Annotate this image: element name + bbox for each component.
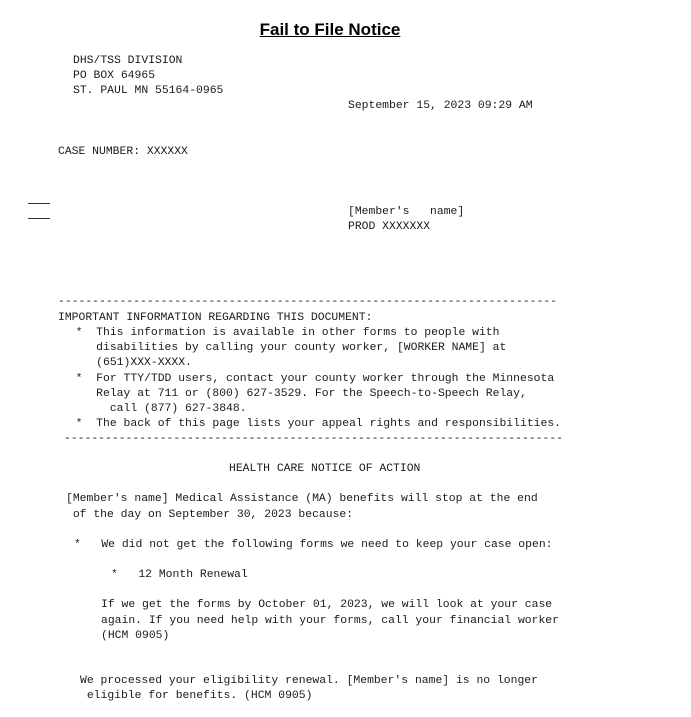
deadline-line-3: (HCM 0905) [101,630,170,642]
bullet-1-line-3: (651)XXX-XXXX. [62,357,192,369]
deadline-line-2: again. If you need help with your forms, call your financial worker [101,615,559,627]
missing-form-item: * 12 Month Renewal [111,569,248,581]
important-heading: IMPORTANT INFORMATION REGARDING THIS DOCUMENT: [58,312,373,324]
reason-line: * We did not get the following forms we need to keep your case open: [74,539,553,551]
bullet-2-line-1: * For TTY/TDD users, contact your county worker through the Minnesota [62,373,555,385]
bullet-1-line-2: disabilities by calling your county worker, [WORKER NAME] at [62,342,507,354]
bullet-2-line-3: call (877) 627-3848. [62,403,247,415]
sender-line-3: ST. PAUL MN 55164-0965 [73,85,224,97]
bottom-divider: ------------------------------------------------------------------------- [64,433,563,445]
notice-title: Fail to File Notice [259,20,401,39]
bullet-3-line-1: * The back of this page lists your appeal rights and responsibilities. [62,418,561,430]
fold-mark-bottom [28,218,50,219]
notice-date: September 15, 2023 09:29 AM [348,100,533,112]
fold-mark-top [28,203,50,204]
final-line-1: We processed your eligibility renewal. [Member's name] is no longer [80,675,538,687]
final-line-2: eligible for benefits. (HCM 0905) [80,690,313,702]
intro-line-2: of the day on September 30, 2023 because: [66,509,354,521]
bullet-2-line-2: Relay at 711 or (800) 627-3529. For the Speech-to-Speech Relay, [62,388,527,400]
action-heading: HEALTH CARE NOTICE OF ACTION [229,463,421,475]
recipient-name: [Member's name] [348,206,465,218]
intro-line-1: [Member's name] Medical Assistance (MA) benefits will stop at the end [66,493,538,505]
case-number: CASE NUMBER: XXXXXX [58,146,188,158]
sender-line-1: DHS/TSS DIVISION [73,55,183,67]
deadline-line-1: If we get the forms by October 01, 2023, we will look at your case [101,599,553,611]
sender-line-2: PO BOX 64965 [73,70,156,82]
top-divider: ------------------------------------------------------------------------- [58,296,557,308]
recipient-prod: PROD XXXXXXX [348,221,431,233]
bullet-1-line-1: * This information is available in other forms to people with [62,327,500,339]
